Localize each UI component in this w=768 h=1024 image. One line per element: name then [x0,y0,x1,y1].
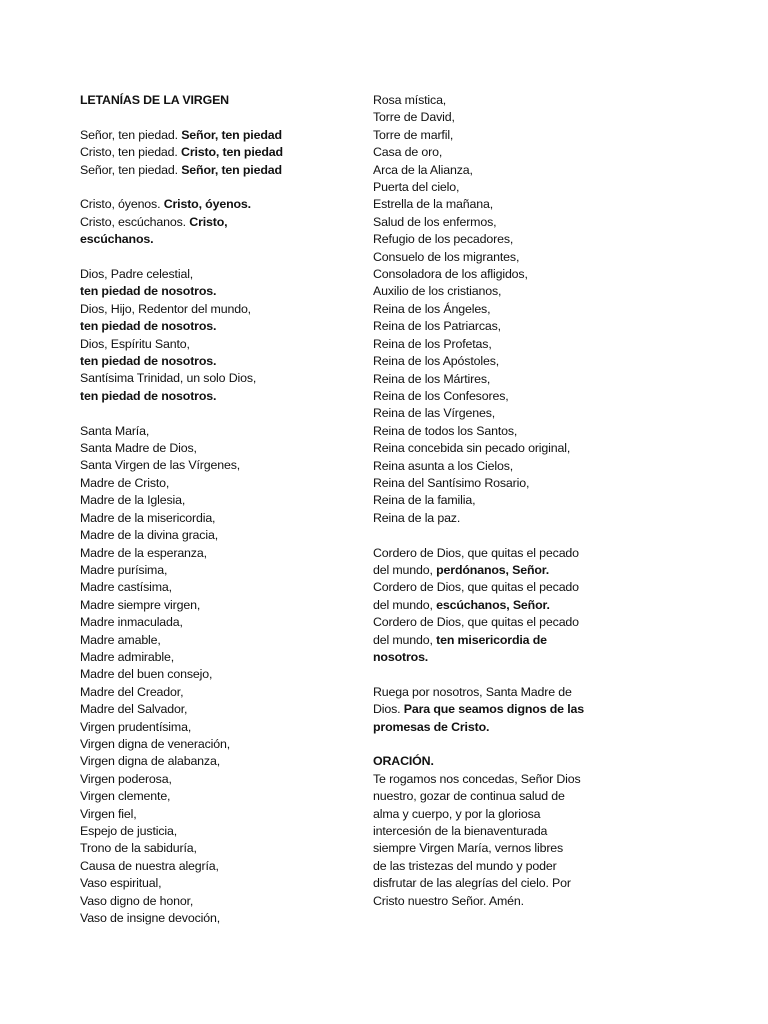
invocation-line: Virgen poderosa, [80,771,172,786]
invocation-line: Madre de la divina gracia, [80,528,218,543]
invocation-line: Espejo de justicia, [80,824,178,838]
invocation-line: Vaso digno de honor, [80,893,194,908]
trinity-line: ten piedad de nosotros. [80,354,217,369]
invocation-line: Reina concebida sin pecado original, [373,441,571,456]
invocation-line: Virgen fiel, [80,806,137,821]
invocation-line: Madre siempre virgen, [80,597,201,612]
agnus-line: del mundo, ten misericordia de [373,632,547,647]
invocation-line: Torre de David, [373,110,455,125]
trinity-line: Dios, Espíritu Santo, [80,336,190,351]
invocation-line: Consuelo de los migrantes, [373,249,520,264]
invocation-line: Vaso de insigne devoción, [80,911,220,926]
trinity-line: Dios, Hijo, Redentor del mundo, [80,301,251,316]
invocation-line: Reina de los Mártires, [373,371,491,386]
trinity-line: Dios, Padre celestial, [80,267,194,282]
ruega-block [373,684,589,736]
invocation-line: Virgen digna de veneración, [80,736,231,751]
invocation-line: Reina de la paz. [373,510,461,525]
right-invocations-list [373,92,589,527]
invocation-line: Madre de la Iglesia, [80,493,186,508]
oracion-line: intercesión de la bienaventurada [373,824,548,839]
ruega-line: promesas de Cristo. [373,719,490,734]
invocation-line: Madre del Creador, [80,684,184,699]
oyenos-line: escúchanos. [80,232,154,247]
kyrie-line: Señor, ten piedad. Señor, ten piedad [80,127,282,142]
invocation-line: Torre de marfil, [373,127,454,142]
invocation-line: Reina de los Confesores, [373,388,509,403]
invocation-line: Reina de los Patriarcas, [373,319,501,334]
invocation-line: Vaso espiritual, [80,876,162,891]
oracion-title: ORACIÓN. [373,754,434,769]
invocation-line: Reina del Santísimo Rosario, [373,475,530,490]
left-column [80,92,320,927]
trinity-line: Santísima Trinidad, un solo Dios, [80,371,257,386]
invocation-line: Rosa mística, [373,93,447,107]
invocation-line: Madre admirable, [80,649,175,664]
agnus-line: Cordero de Dios, que quitas el pecado [373,580,579,595]
invocation-line: Auxilio de los cristianos, [373,284,502,299]
invocation-line: Trono de la sabiduría, [80,841,197,856]
invocation-line: Consoladora de los afligidos, [373,267,528,282]
invocation-line: Madre del Salvador, [80,702,188,717]
oracion-line: nuestro, gozar de continua salud de [373,789,565,804]
invocation-line: Puerta del cielo, [373,180,460,195]
invocation-line: Madre del buen consejo, [80,667,213,682]
invocation-line: Refugio de los pecadores, [373,232,514,247]
oracion-line: de las tristezas del mundo y poder [373,858,557,873]
agnus-line: Cordero de Dios, que quitas el pecado [373,615,579,630]
oracion-text [373,771,589,910]
invocation-line: Reina de las Vírgenes, [373,406,496,421]
invocation-line: Madre inmaculada, [80,615,183,630]
invocation-line: Madre de la misericordia, [80,510,216,525]
invocation-line: Santa Virgen de las Vírgenes, [80,458,241,473]
oracion-line: siempre Virgen María, vernos libres [373,841,564,856]
invocation-line: Causa de nuestra alegría, [80,858,219,873]
agnus-line: del mundo, perdónanos, Señor. [373,562,550,577]
oracion-line: disfrutar de las alegrías del cielo. Por [373,876,571,891]
trinity-block [80,266,320,405]
oracion-line: alma y cuerpo, y por la gloriosa [373,806,541,821]
invocation-line: Casa de oro, [373,145,443,160]
oyenos-block [80,196,320,248]
ruega-line: Ruega por nosotros, Santa Madre de [373,684,572,699]
invocation-line: Reina asunta a los Cielos, [373,458,514,473]
kyrie-block [80,127,320,179]
invocation-line: Reina de los Apóstoles, [373,354,500,369]
kyrie-line: Cristo, ten piedad. Cristo, ten piedad [80,145,283,160]
invocation-line: Madre amable, [80,632,161,647]
oyenos-line: Cristo, óyenos. Cristo, óyenos. [80,197,251,212]
trinity-line: ten piedad de nosotros. [80,388,217,403]
invocation-line: Virgen clemente, [80,789,171,804]
agnus-line: nosotros. [373,649,429,664]
invocation-line: Madre de Cristo, [80,475,170,490]
oracion-line: Cristo nuestro Señor. Amén. [373,893,524,908]
agnus-line: del mundo, escúchanos, Señor. [373,597,550,612]
invocation-line: Virgen prudentísima, [80,719,192,734]
invocation-line: Madre castísima, [80,580,172,595]
invocation-line: Madre purísima, [80,562,168,577]
kyrie-line: Señor, ten piedad. Señor, ten piedad [80,162,282,177]
right-column [373,92,589,910]
invocation-line: Reina de todos los Santos, [373,423,518,438]
agnus-line: Cordero de Dios, que quitas el pecado [373,545,579,560]
invocation-line: Santa María, [80,423,150,438]
left-invocations-list [80,423,320,928]
oracion-line: Te rogamos nos concedas, Señor Dios [373,771,581,786]
invocation-line: Reina de los Profetas, [373,336,492,351]
litany-title: LETANÍAS DE LA VIRGEN [80,93,229,107]
ruega-line: Dios. Para que seamos dignos de las [373,702,584,717]
invocation-line: Salud de los enfermos, [373,214,497,229]
oyenos-line: Cristo, escúchanos. Cristo, [80,214,228,229]
invocation-line: Santa Madre de Dios, [80,441,197,456]
trinity-line: ten piedad de nosotros. [80,319,217,334]
invocation-line: Reina de los Ángeles, [373,301,491,316]
invocation-line: Virgen digna de alabanza, [80,754,221,769]
agnus-dei-block [373,545,589,667]
invocation-line: Arca de la Alianza, [373,162,473,177]
invocation-line: Estrella de la mañana, [373,197,493,212]
invocation-line: Madre de la esperanza, [80,545,207,560]
trinity-line: ten piedad de nosotros. [80,284,217,299]
invocation-line: Reina de la familia, [373,493,476,508]
